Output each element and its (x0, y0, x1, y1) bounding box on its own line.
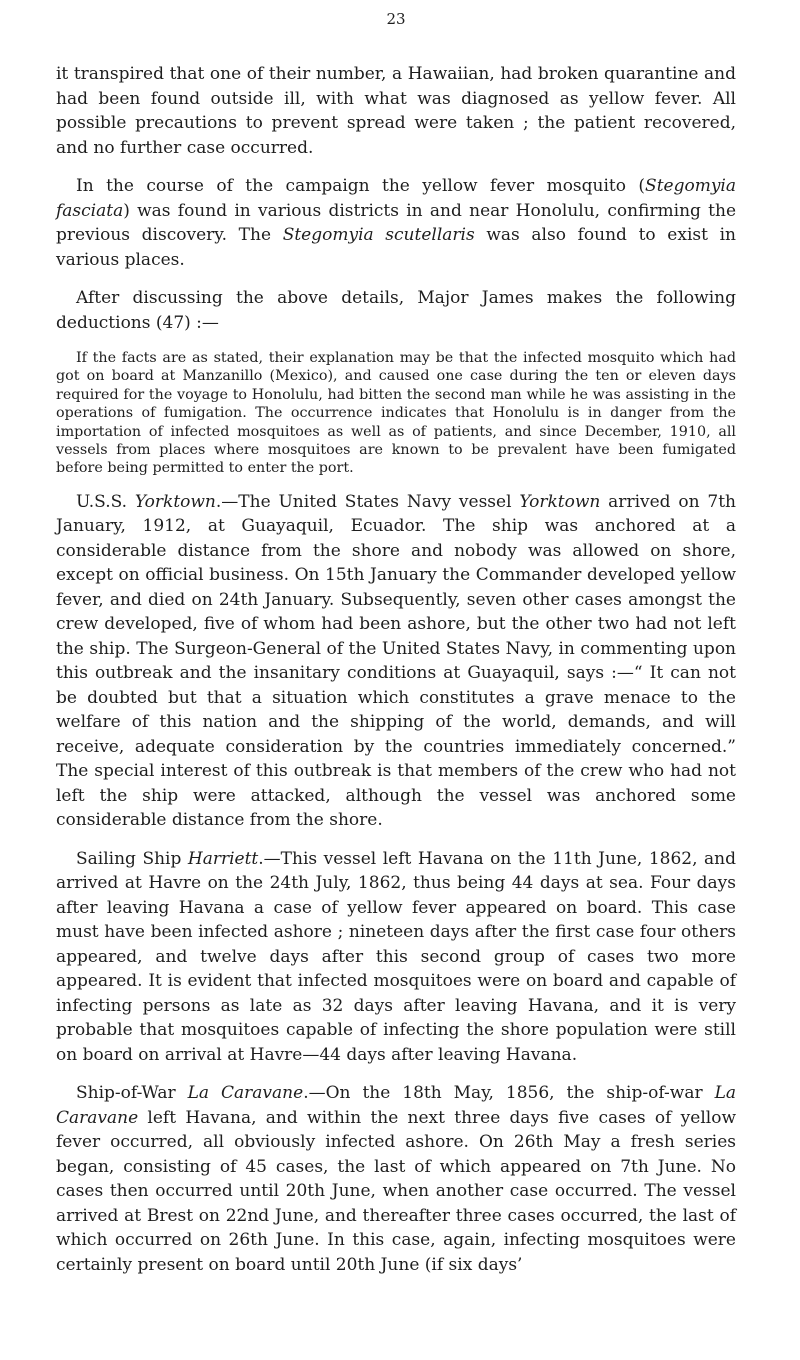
text-run: .—On the 18th May, 1856, the ship-of-war (303, 1083, 715, 1104)
paragraph-la-caravane (56, 1081, 736, 1277)
text-run: arrived on 7th January, 1912, at Guayaquil, Ecuador. The ship was anchored at a considerable distance from the shore and nobody was allowed on shore, except on official business. On 15th January the Commander developed yellow fever, and died on 24th January. Subsequently, seven other cases amongst the crew developed, five of whom had been ashore, but the other two had not left the ship. The Surgeon-General of the United States Navy, in commenting upon this outbreak and the insanitary conditions at Guayaquil, says :—“ It can not be doubted but that a situation which constitutes a grave menace to the welfare of this nation and the shipping of the world, demands, and will receive, adequate consideration by the countries immediately concerned.” The special interest of this outbreak is that members of the crew who had not left the ship were attacked, although the vessel was anchored some considerable distance from the shore. (56, 491, 736, 831)
text-run: U.S.S. (76, 491, 135, 512)
ship-name: Yorktown (519, 491, 601, 512)
species-name: Stegomyia scutellaris (282, 225, 475, 245)
paragraph-mosquito-campaign (56, 174, 736, 272)
page-number: 23 (386, 10, 406, 28)
paragraph-harriett (56, 847, 736, 1068)
ship-name: Harriett (187, 848, 259, 869)
ship-name: La Caravane (56, 1083, 736, 1128)
paragraph-yorktown (56, 490, 736, 833)
species-name: Stegomyia fasciata (56, 176, 736, 221)
text-run: was also found to exist in various places. (56, 225, 736, 270)
ship-name: Yorktown (134, 491, 216, 512)
document-page (56, 10, 736, 1291)
quoted-deduction: If the facts are as stated, their explanation may be that the infected mosquito which had got on board at Manzanillo (Mexico), and caused one case during the ten or eleven days required for the voyage to Honolulu, had bitten the second man while he was assisting in the operations of fumigation. The occurrence indicates that Honolulu is in danger from the importation of infected mosquitoes as well as of patients, and since December, 1910, all vessels from places where mosquitoes are known to be prevalent have been fumigated before being permitted to enter the port. (56, 350, 736, 477)
text-run: Ship-of-War (76, 1083, 188, 1104)
text-run: left Havana, and within the next three days five cases of yellow fever occurred, all obviously infected ashore. On 26th May a fresh series began, consisting of 45 cases, the last of which appeared on 7th June. No cases then occurred until 20th June, when another case occurred. The vessel arrived at Brest on 22nd June, and thereafter three cases occurred, the last of which occurred on 26th June. In this case, again, infecting mosquitoes were certainly present on board until 20th June (if six days’ (56, 1107, 736, 1275)
text-run: .—The United States Navy vessel (215, 491, 520, 512)
text-run: ) was found in various districts in and near Honolulu, confirming the previous discovery. The (56, 200, 736, 245)
text-run: .—This vessel left Havana on the 11th June, 1862, and arrived at Havre on the 24th July, 1862, thus being 44 days at sea. Four days after leaving Havana a case of yellow fever appeared on board. This case must have been infected ashore ; nineteen days after the first case four others appeared, and twelve days after this second group of cases two more appeared. It is evident that infected mosquitoes were on board and capable of infecting persons as late as 32 days after leaving Havana, and it is very probable that mosquitoes capable of infecting the shore population were still on board on arrival at Havre—44 days after leaving Havana. (56, 848, 736, 1065)
paragraph-deductions-intro: After discussing the above details, Major James makes the following deductions (47) :— (56, 288, 736, 333)
text-run: In the course of the campaign the yellow fever mosquito ( (76, 176, 646, 196)
text-run: Sailing Ship (76, 848, 188, 869)
ship-name: La Caravane (187, 1083, 304, 1104)
paragraph-hawaiian-case: it transpired that one of their number, a Hawaiian, had broken quarantine and had been found outside ill, with what was diagnosed as yellow fever. All possible precautions to prevent spread were taken ; the patient recovered, and no further case occurred. (56, 64, 736, 158)
